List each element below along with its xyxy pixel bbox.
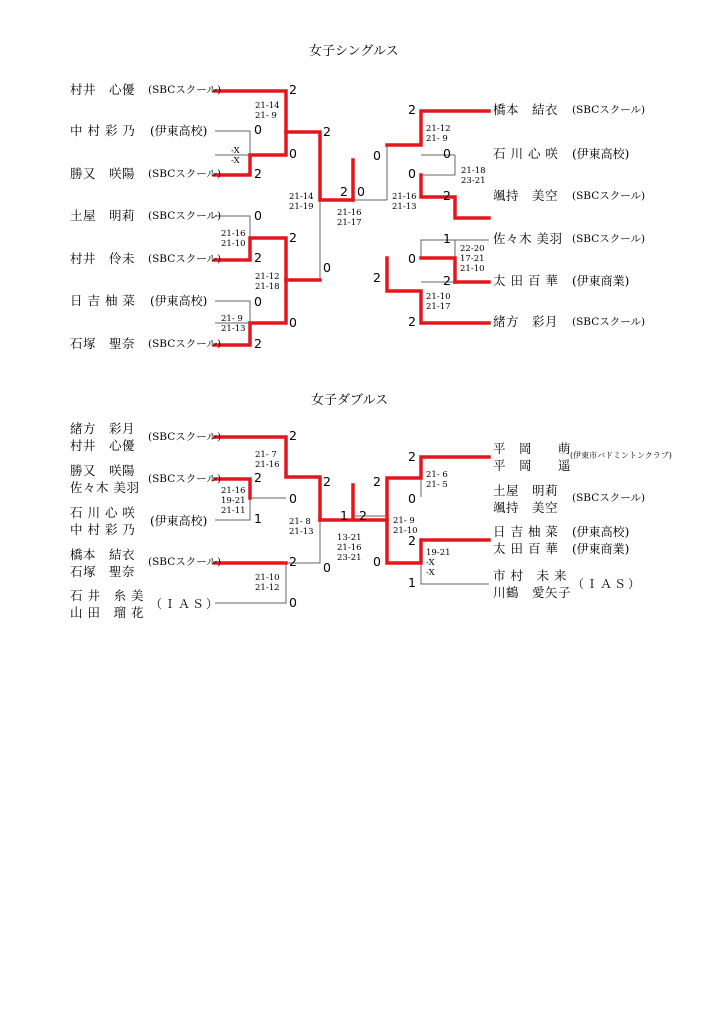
doubles-right-4-p2: 川鶴 愛矢子 (493, 585, 572, 600)
doubles-left-2-club: (SBCスクール) (148, 473, 222, 485)
singles-score-m8: 21-12 21- 9 (426, 124, 451, 144)
doubles-right-1-p2: 平 岡 遥 (493, 458, 572, 473)
singles-left-club-1: (SBCスクール) (148, 84, 222, 96)
doubles-result-rsf1: 2 (373, 474, 381, 489)
singles-right-name-6: 緒方 彩月 (493, 314, 559, 329)
doubles-right-2-p2: 颯持 美空 (493, 500, 559, 515)
singles-score-m1: 21-14 21- 9 (255, 101, 280, 121)
doubles-result-l5: 2 (289, 554, 297, 569)
singles-result-rsf: 0 (357, 184, 365, 199)
singles-left-name-1: 村井 心優 (70, 82, 136, 97)
singles-left-club-6: (伊東高校) (150, 294, 208, 308)
singles-right-club-3: (SBCスクール) (572, 190, 646, 202)
singles-left-club-4: (SBCスクール) (148, 210, 222, 222)
doubles-result-lq1: 2 (323, 474, 331, 489)
doubles-result-r2: 0 (408, 491, 416, 506)
singles-right-club-4: (SBCスクール) (572, 233, 646, 245)
singles-result-r5: 2 (443, 273, 451, 288)
singles-score-m7: 21-16 21-17 (337, 208, 362, 228)
singles-result-l2: 0 (254, 122, 262, 137)
singles-score-m10: 22-20 17-21 21-10 (460, 244, 485, 274)
doubles-left-4-p1: 橋本 結衣 (70, 547, 136, 562)
singles-result-rq3a: 0 (408, 251, 416, 266)
singles-score-m4: 21- 9 21-13 (221, 314, 246, 334)
doubles-right-3-club2: (伊東商業) (572, 542, 630, 556)
singles-right-name-1: 橋本 結衣 (493, 102, 559, 117)
singles-left-name-5: 村井 伶未 (70, 251, 136, 266)
doubles-result-rsf2: 0 (373, 554, 381, 569)
singles-left-name-6: 日 吉 柚 菜 (70, 293, 136, 308)
singles-right-name-3: 颯持 美空 (493, 188, 559, 203)
singles-right-name-5: 太 田 百 華 (493, 273, 559, 288)
doubles-result-r4: 1 (408, 575, 416, 590)
singles-left-name-4: 土屋 明莉 (70, 208, 136, 223)
singles-result-l7: 2 (254, 336, 262, 351)
singles-result-l3: 2 (254, 166, 262, 181)
doubles-score-m2: 21-16 19-21 21-11 (221, 486, 246, 516)
doubles-result-l3: 0 (289, 491, 297, 506)
doubles-left-3-p1: 石 川 心 咲 (70, 505, 136, 520)
singles-score-m2: -X -X (231, 146, 240, 166)
doubles-left-5-club: （ＩＡＳ） (150, 597, 221, 611)
doubles-left-2-p2: 佐々木 美羽 (70, 480, 140, 495)
doubles-result-r3: 2 (408, 533, 416, 548)
singles-left-name-7: 石塚 聖奈 (70, 336, 136, 351)
singles-result-rq3: 2 (373, 270, 381, 285)
singles-result-l5: 2 (289, 230, 297, 245)
singles-right-club-1: (SBCスクール) (572, 104, 646, 116)
doubles-right-3-p1: 日 吉 柚 菜 (493, 524, 559, 539)
doubles-score-m3: 21-10 21-12 (255, 573, 280, 593)
doubles-score-m5: 13-21 21-16 23-21 (337, 533, 362, 563)
singles-score-m12: 21-10 21-17 (426, 292, 451, 312)
singles-result-lsf: 2 (340, 184, 348, 199)
doubles-right-3-p2: 太 田 百 華 (493, 541, 559, 556)
singles-result-r2: 0 (443, 146, 451, 161)
doubles-left-4-p2: 石塚 聖奈 (70, 564, 136, 579)
doubles-right-1-p1: 平 岡 萌 (493, 441, 572, 456)
singles-right-name-2: 石 川 心 咲 (493, 146, 559, 161)
doubles-left-1-p2: 村井 心優 (70, 438, 136, 453)
doubles-right-3-club1: (伊東高校) (572, 525, 630, 539)
doubles-result-rfin: 2 (359, 508, 367, 523)
singles-result-r4: 1 (443, 231, 451, 246)
doubles-left-5-p2: 山 田 瑠 花 (70, 605, 144, 620)
doubles-left-2-p1: 勝又 咲陽 (70, 463, 136, 478)
singles-title: 女子シングルス (309, 44, 399, 59)
singles-score-m3: 21-16 21-10 (221, 229, 246, 249)
doubles-result-l2: 2 (254, 470, 262, 485)
doubles-right-2-club: (SBCスクール) (572, 492, 646, 504)
doubles-left-1-p1: 緒方 彩月 (70, 421, 136, 436)
singles-score-m5: 21-12 21-18 (255, 272, 280, 292)
doubles-score-m7: 19-21 -X -X (426, 548, 451, 578)
singles-result-r3: 2 (443, 188, 451, 203)
singles-result-lq1: 2 (323, 124, 331, 139)
singles-left-name-3: 勝又 咲陽 (70, 166, 136, 181)
doubles-result-lq2: 0 (323, 560, 331, 575)
singles-left-club-7: (SBCスクール) (148, 338, 222, 350)
singles-score-m11: 21-16 21-13 (392, 192, 417, 212)
singles-result-l6b: 0 (254, 294, 262, 309)
singles-left-club-5: (SBCスクール) (148, 253, 222, 265)
singles-result-r6: 2 (408, 314, 416, 329)
singles-right-club-6: (SBCスクール) (572, 316, 646, 328)
doubles-result-l4: 1 (254, 511, 262, 526)
singles-result-rq2: 0 (408, 166, 416, 181)
doubles-score-m1: 21- 7 21-16 (255, 450, 280, 470)
doubles-right-4-club: （ＩＡＳ） (572, 577, 643, 591)
singles-result-r1: 2 (408, 102, 416, 117)
doubles-score-m6: 21- 6 21- 5 (426, 470, 448, 490)
singles-result-l6: 0 (323, 260, 331, 275)
singles-left-club-3: (SBCスクール) (148, 168, 222, 180)
doubles-left-3-p2: 中 村 彩 乃 (70, 522, 136, 537)
doubles-left-4-club: (SBCスクール) (148, 556, 222, 568)
doubles-left-3-club: (伊東高校) (150, 514, 208, 528)
doubles-right-2-p1: 土屋 明莉 (493, 483, 559, 498)
singles-result-l4: 0 (254, 208, 262, 223)
singles-result-l1: 2 (289, 82, 297, 97)
singles-right-club-2: (伊東高校) (572, 147, 630, 161)
win-lines (215, 91, 489, 563)
singles-result-l5b: 2 (254, 250, 262, 265)
doubles-left-5-p1: 石 井 糸 美 (70, 588, 144, 603)
doubles-left-1-club: (SBCスクール) (148, 431, 222, 443)
doubles-score-m4: 21- 8 21-13 (289, 517, 314, 537)
singles-result-l7b: 0 (289, 315, 297, 330)
doubles-right-4-p1: 市 村 未 来 (493, 568, 567, 583)
singles-right-club-5: (伊東商業) (572, 274, 630, 288)
doubles-right-1-club: (伊東市バドミントンクラブ) (570, 451, 672, 460)
doubles-score-m8: 21- 9 21-10 (393, 516, 418, 536)
doubles-result-lsf: 1 (340, 508, 348, 523)
doubles-title: 女子ダブルス (311, 393, 389, 408)
doubles-result-r1: 2 (408, 449, 416, 464)
singles-right-name-4: 佐々木 美羽 (493, 231, 563, 246)
singles-result-rq1: 0 (373, 148, 381, 163)
singles-score-m6: 21-14 21-19 (289, 192, 314, 212)
doubles-result-l6: 0 (289, 595, 297, 610)
singles-score-m9: 21-18 23-21 (461, 166, 486, 186)
singles-left-name-2: 中 村 彩 乃 (70, 123, 136, 138)
singles-result-l2b: 0 (289, 146, 297, 161)
doubles-result-l1: 2 (289, 428, 297, 443)
singles-left-club-2: (伊東高校) (150, 124, 208, 138)
